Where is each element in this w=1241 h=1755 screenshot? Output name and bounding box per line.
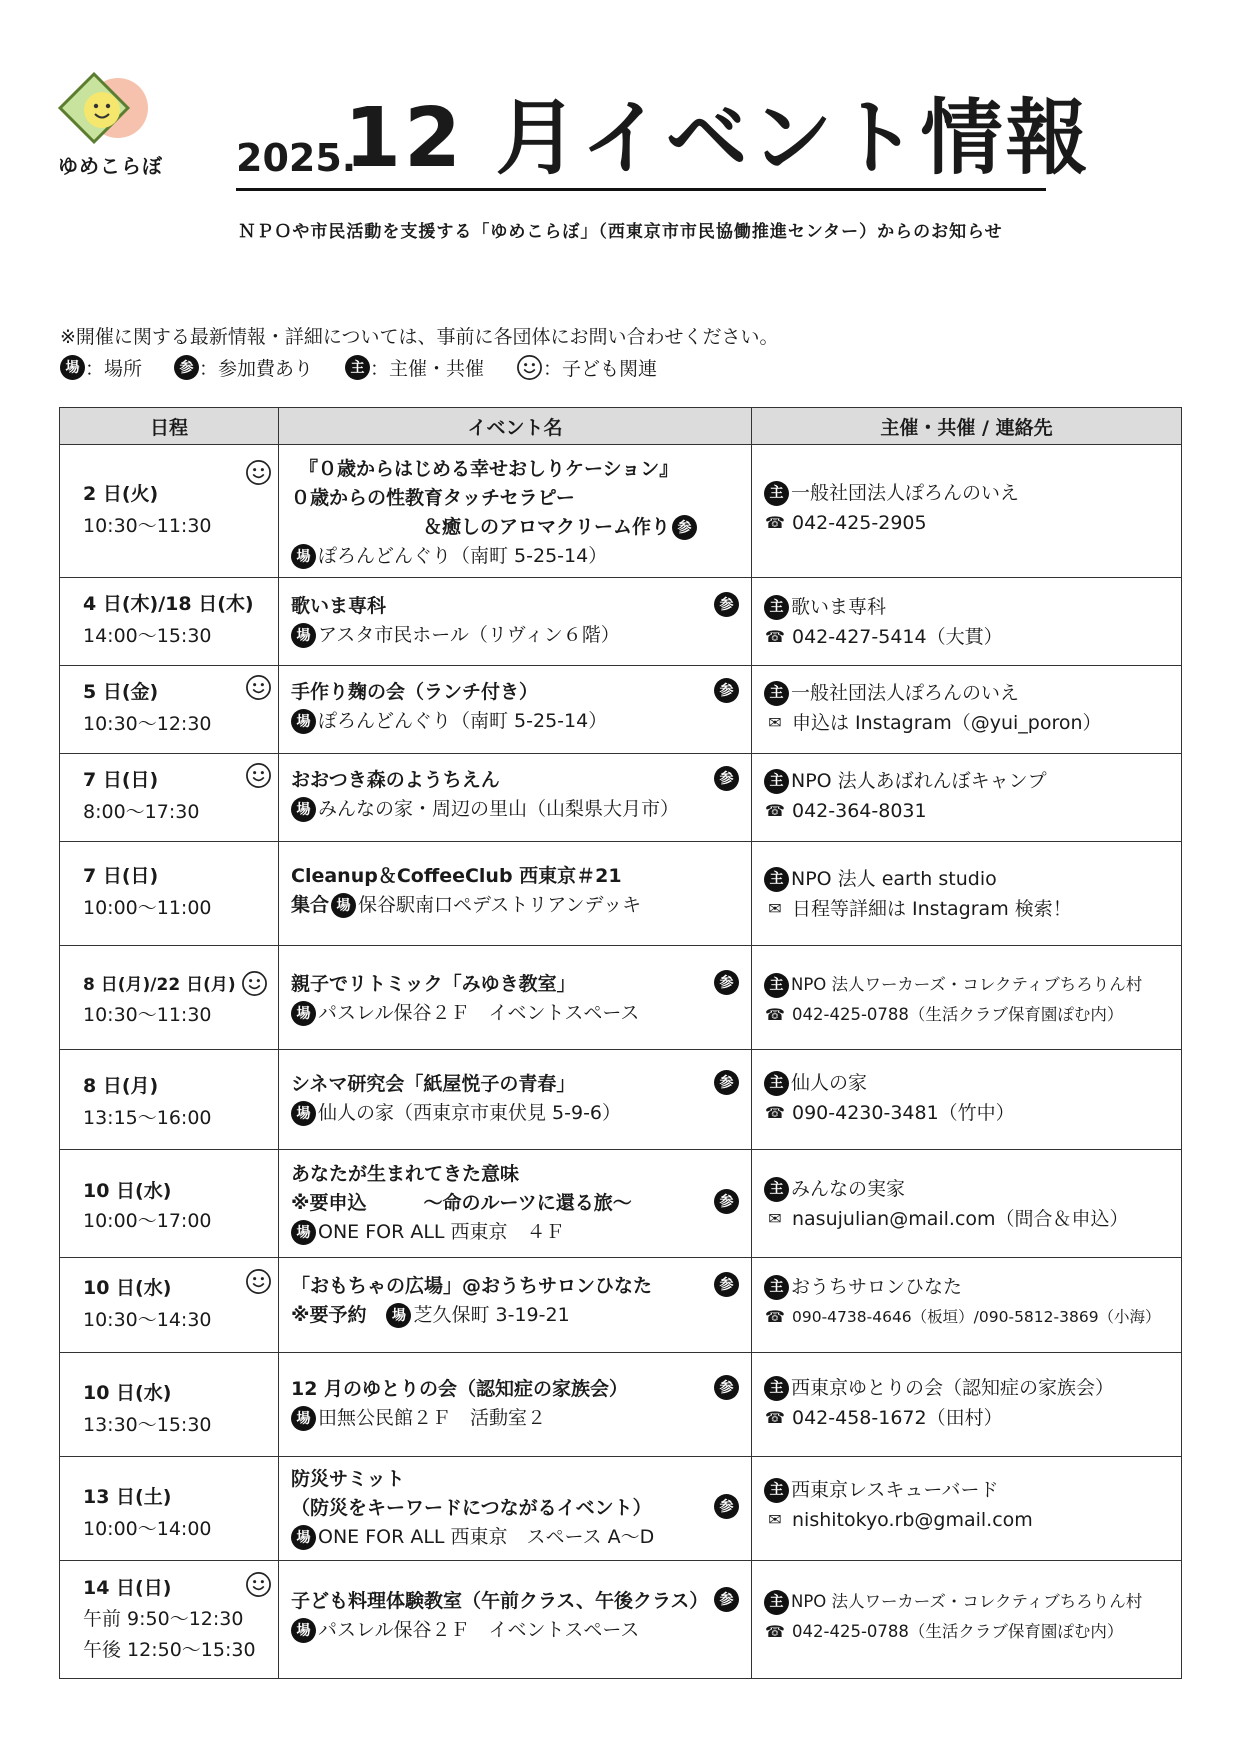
contact: 042-425-0788（生活クラブ保育園ぽむ内） [792, 1622, 1124, 1641]
event-title: 子ども料理体験教室（午前クラス、午後クラス） [291, 1590, 709, 1612]
host-name: 歌いま専科 [791, 596, 887, 618]
legend-host-label: ：主催・共催 [370, 358, 485, 380]
table-row [60, 1150, 1182, 1258]
event-title: おおつき森のようちえん [291, 769, 500, 791]
table-row [60, 1050, 1182, 1150]
phone-icon: ☎ [765, 513, 785, 532]
phone-icon: ☎ [765, 801, 785, 820]
place-badge-icon: 場 [291, 709, 316, 734]
event-date: 8 日(月) [83, 1075, 159, 1097]
venue-prefix: 集合 [291, 894, 330, 916]
smile-icon [245, 1268, 272, 1295]
contact: 090-4738-4646（板垣）/090-5812-3869（小海） [792, 1308, 1161, 1326]
host-name: NPO 法人ワーカーズ・コレクティブちろりん村 [791, 975, 1143, 994]
table-row [60, 1561, 1182, 1679]
event-title: Cleanup＆CoffeeClub 西東京＃21 [291, 865, 622, 887]
place-badge-icon: 場 [291, 1618, 316, 1643]
event-date: 13 日(土) [83, 1486, 172, 1508]
host-name: NPO 法人ワーカーズ・コレクティブちろりん村 [791, 1592, 1143, 1611]
event-title-line2: ０歳からの性教育タッチセラピー [291, 487, 575, 509]
fee-badge-icon: 参 [672, 515, 697, 540]
table-row [60, 754, 1182, 842]
event-date: 2 日(火) [83, 483, 159, 505]
event-title: 「おもちゃの広場」@おうちサロンひなた [291, 1275, 653, 1297]
phone-icon: ☎ [765, 1103, 785, 1122]
event-venue: ぽろんどんぐり（南町 5-25-14） [318, 545, 608, 567]
fee-badge-icon: 参 [714, 1272, 739, 1297]
table-row [60, 666, 1182, 754]
contact: 042-458-1672（田村） [792, 1407, 1003, 1429]
event-time: 13:15〜16:00 [83, 1107, 212, 1129]
event-time: 8:00〜17:30 [83, 801, 200, 823]
host-name: NPO 法人あばれんぼキャンプ [791, 770, 1047, 792]
fee-badge-icon: 参 [714, 1189, 739, 1214]
legend [60, 354, 689, 381]
legend-fee-label: ：参加費あり [199, 358, 314, 380]
place-badge-icon: 場 [291, 623, 316, 648]
table-row [60, 445, 1182, 578]
event-time: 14:00〜15:30 [83, 625, 212, 647]
event-date: 7 日(日) [83, 769, 159, 791]
event-time: 13:30〜15:30 [83, 1414, 212, 1436]
phone-icon: ☎ [765, 1005, 785, 1024]
place-badge-icon: 場 [291, 797, 316, 822]
host-name: みんなの実家 [791, 1178, 906, 1200]
legend-kids-label: ：子ども関連 [543, 358, 658, 380]
event-venue: 芝久保町 3-19-21 [413, 1304, 570, 1326]
logo-text: ゆめこらぼ [58, 154, 163, 178]
host-name: 西東京ゆとりの会（認知症の家族会） [791, 1377, 1115, 1399]
event-time: 10:30〜14:30 [83, 1309, 212, 1331]
host-badge-icon: 主 [764, 1478, 789, 1503]
event-time: 10:00〜14:00 [83, 1518, 212, 1540]
event-title: シネマ研究会「紙屋悦子の青春」 [291, 1073, 576, 1095]
host-badge-icon: 主 [764, 595, 789, 620]
table-row [60, 842, 1182, 946]
event-time: 10:30〜11:30 [83, 1004, 212, 1026]
contact: 090-4230-3481（竹中） [792, 1102, 1015, 1124]
phone-icon: ☎ [765, 627, 785, 646]
venue-prefix: ※要予約 [291, 1304, 367, 1326]
event-venue: パスレル保谷２Ｆ イベントスペース [318, 1619, 640, 1641]
place-badge-icon: 場 [386, 1303, 411, 1328]
event-date: 14 日(日) [83, 1577, 172, 1599]
host-badge-icon: 主 [764, 973, 789, 998]
host-badge-icon: 主 [764, 1376, 789, 1401]
host-badge-icon: 主 [764, 1590, 789, 1615]
event-venue: パスレル保谷２Ｆ イベントスペース [318, 1002, 640, 1024]
phone-icon: ☎ [765, 1408, 785, 1427]
fee-badge-icon: 参 [174, 355, 199, 380]
notice: ※開催に関する最新情報・詳細については、事前に各団体にお問い合わせください。 [60, 326, 779, 348]
event-title-line3: ＆癒しのアロマクリーム作り [423, 516, 671, 538]
event-title-line2: （防災をキーワードにつながるイベント） [291, 1497, 652, 1519]
contact: 042-425-0788（生活クラブ保育園ぽむ内） [792, 1005, 1124, 1024]
host-name: 一般社団法人ぽろんのいえ [791, 482, 1020, 504]
place-badge-icon: 場 [291, 1220, 316, 1245]
event-time: 10:00〜11:00 [83, 897, 212, 919]
event-venue: 田無公民館２Ｆ 活動室２ [318, 1407, 547, 1429]
mail-icon: ✉ [768, 1510, 782, 1529]
event-venue: ONE FOR ALL 西東京 ４Ｆ [318, 1221, 565, 1243]
header-date: 日程 [60, 408, 279, 445]
event-time: 10:30〜11:30 [83, 515, 212, 537]
event-time: 午前 9:50〜12:30 [83, 1608, 244, 1630]
event-venue: ぽろんどんぐり（南町 5-25-14） [318, 710, 608, 732]
phone-icon: ☎ [765, 1622, 785, 1641]
title-main: 12 月イベント情報 [344, 91, 1091, 186]
legend-place-label: ：場所 [85, 358, 143, 380]
event-venue: アスタ市民ホール（リヴィン６階） [318, 624, 620, 646]
event-date: 10 日(水) [83, 1382, 172, 1404]
event-title: あなたが生まれてきた意味 [291, 1163, 520, 1185]
place-badge-icon: 場 [291, 1001, 316, 1026]
host-badge-icon: 主 [764, 769, 789, 794]
place-badge-icon: 場 [291, 544, 316, 569]
place-badge-icon: 場 [60, 355, 85, 380]
place-badge-icon: 場 [291, 1406, 316, 1431]
table-row [60, 946, 1182, 1050]
subtitle: ＮＰＯや市民活動を支援する「ゆめこらぼ」（西東京市市民協働推進センター）からのお知らせ [238, 222, 1003, 242]
smile-icon [245, 459, 272, 486]
table-row [60, 1457, 1182, 1561]
event-date: 4 日(木)/18 日(木) [83, 593, 254, 615]
fee-badge-icon: 参 [714, 766, 739, 791]
host-name: 西東京レスキューバード [791, 1479, 999, 1501]
table-header-row [60, 408, 1182, 445]
event-title: 歌いま専科 [291, 595, 387, 617]
contact: 042-364-8031 [792, 800, 927, 822]
event-date: 5 日(金) [83, 681, 159, 703]
event-title: 親子でリトミック「みゆき教室」 [291, 973, 576, 995]
contact: 042-425-2905 [792, 512, 927, 534]
header-event: イベント名 [279, 408, 752, 445]
host-name: 仙人の家 [791, 1072, 868, 1094]
mail-icon: ✉ [768, 1209, 782, 1228]
smile-icon [245, 674, 272, 701]
smile-icon [241, 970, 268, 997]
fee-badge-icon: 参 [714, 678, 739, 703]
contact: 日程等詳細は Instagram 検索！ [792, 898, 1072, 920]
mail-icon: ✉ [768, 713, 782, 732]
table-row [60, 578, 1182, 666]
event-venue: 仙人の家（西東京市東伏見 5-9-6） [318, 1102, 622, 1124]
host-badge-icon: 主 [764, 867, 789, 892]
fee-badge-icon: 参 [714, 1587, 739, 1612]
event-table [59, 407, 1182, 1679]
host-badge-icon: 主 [345, 355, 370, 380]
event-title: 12 月のゆとりの会（認知症の家族会） [291, 1378, 629, 1400]
fee-badge-icon: 参 [714, 970, 739, 995]
host-badge-icon: 主 [764, 1071, 789, 1096]
event-date: 8 日(月)/22 日(月) [83, 975, 236, 995]
event-title: 『０歳からはじめる幸せおしりケーション』 [299, 458, 679, 480]
host-badge-icon: 主 [764, 481, 789, 506]
event-venue: みんなの家・周辺の里山（山梨県大月市） [318, 798, 680, 820]
event-date: 10 日(水) [83, 1277, 172, 1299]
fee-badge-icon: 参 [714, 1375, 739, 1400]
fee-badge-icon: 参 [714, 1070, 739, 1095]
page-title [236, 88, 1091, 191]
smile-icon [245, 1571, 272, 1598]
event-time: 10:30〜12:30 [83, 713, 212, 735]
mail-icon: ✉ [768, 899, 782, 918]
host-name: NPO 法人 earth studio [791, 868, 997, 890]
title-year: 2025. [236, 136, 357, 180]
phone-icon: ☎ [765, 1307, 785, 1326]
table-row [60, 1353, 1182, 1457]
event-date: 7 日(日) [83, 865, 159, 887]
contact: 042-427-5414（大貫） [792, 626, 1003, 648]
contact: nishitokyo.rb@gmail.com [792, 1509, 1033, 1531]
host-badge-icon: 主 [764, 1275, 789, 1300]
place-badge-icon: 場 [291, 1101, 316, 1126]
place-badge-icon: 場 [291, 1525, 316, 1550]
host-badge-icon: 主 [764, 681, 789, 706]
event-title: 手作り麹の会（ランチ付き） [291, 681, 539, 703]
fee-badge-icon: 参 [714, 1494, 739, 1519]
fee-badge-icon: 参 [714, 592, 739, 617]
contact: 申込は Instagram（@yui_poron） [792, 712, 1102, 734]
host-name: おうちサロンひなた [791, 1276, 963, 1298]
event-time-2: 午後 12:50〜15:30 [83, 1639, 256, 1661]
host-name: 一般社団法人ぽろんのいえ [791, 682, 1020, 704]
event-venue: ONE FOR ALL 西東京 スペース A〜D [318, 1526, 655, 1548]
smile-icon [516, 354, 543, 381]
event-date: 10 日(水) [83, 1180, 172, 1202]
table-row [60, 1258, 1182, 1353]
event-venue: 保谷駅南口ペデストリアンデッキ [358, 894, 642, 916]
header-host: 主催・共催 / 連絡先 [752, 408, 1182, 445]
host-badge-icon: 主 [764, 1177, 789, 1202]
event-title-line2: ※要申込 〜命のルーツに還る旅〜 [291, 1192, 632, 1214]
event-time: 10:00〜17:00 [83, 1210, 212, 1232]
place-badge-icon: 場 [331, 893, 356, 918]
event-title: 防災サミット [291, 1468, 405, 1490]
smile-icon [245, 762, 272, 789]
contact: nasujulian@mail.com（問合＆申込） [792, 1208, 1129, 1230]
